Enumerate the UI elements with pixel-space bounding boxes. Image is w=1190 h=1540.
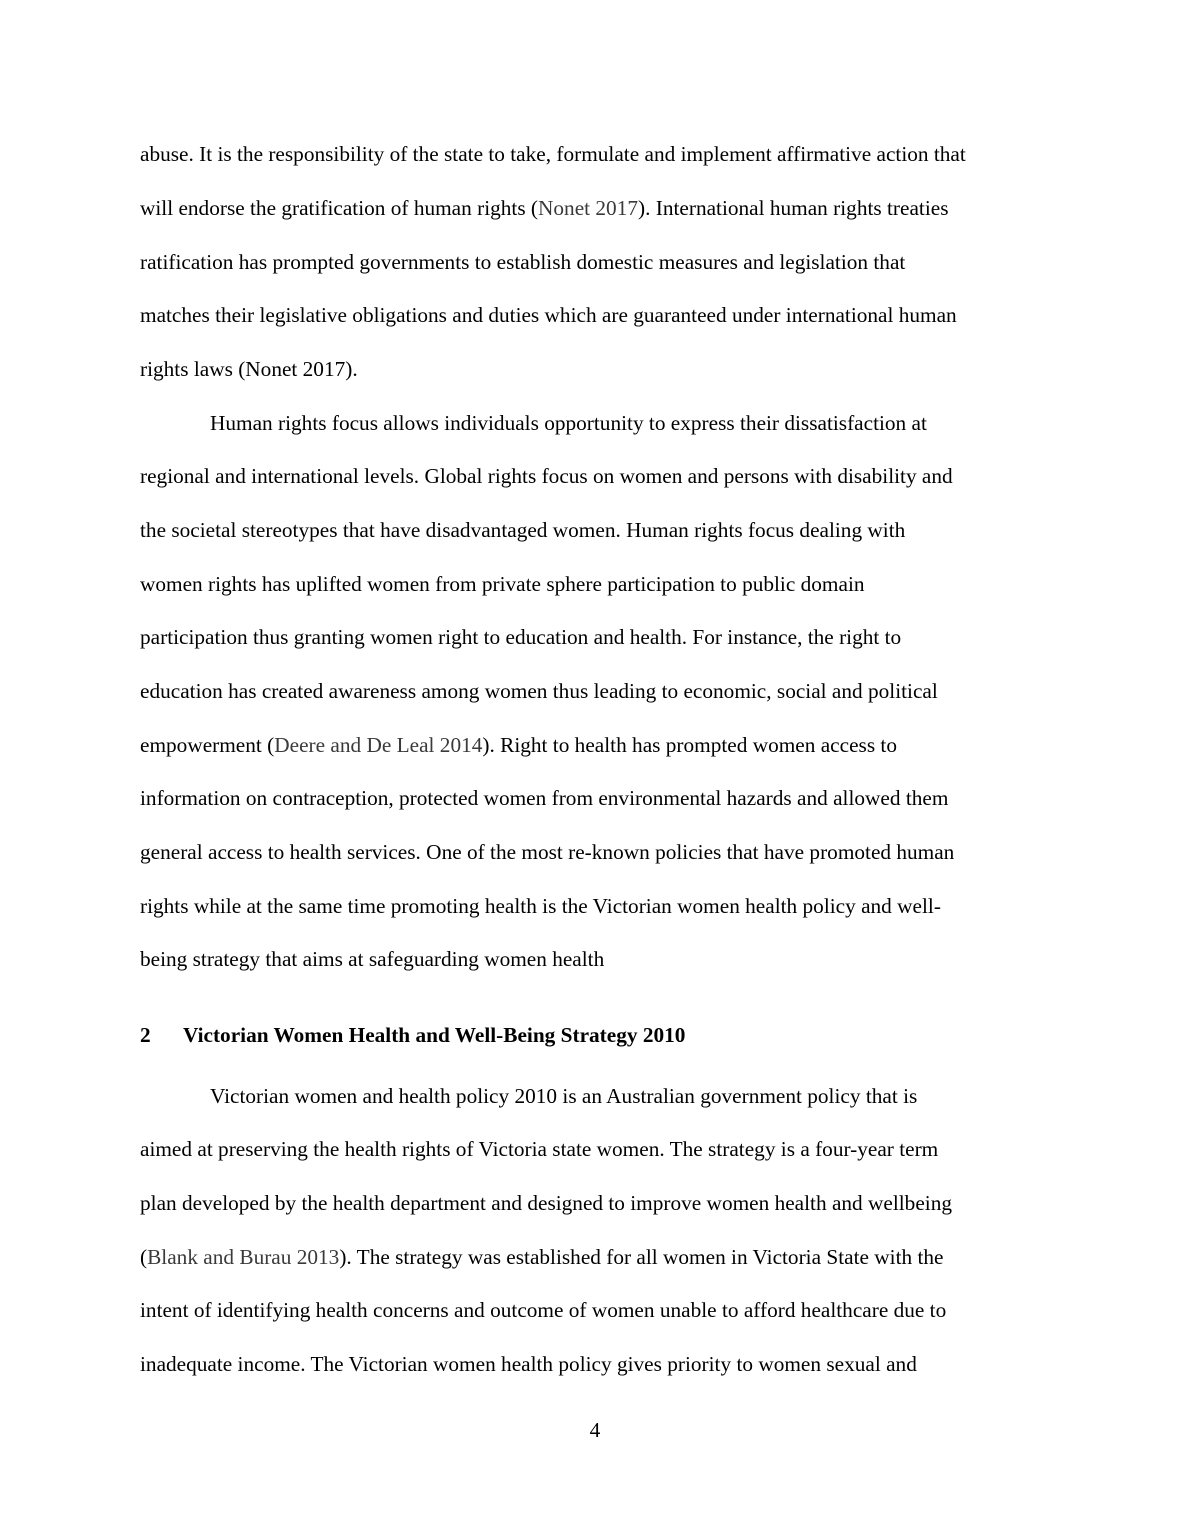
- text-run: will endorse the gratification of human rights (: [140, 196, 539, 220]
- text-run: ). International human rights treaties: [638, 196, 949, 220]
- body-text-line: matches their legislative obligations and duties which are guaranteed under international human: [140, 303, 957, 327]
- section-heading: [140, 1022, 685, 1048]
- body-text-line: [140, 195, 948, 221]
- body-text-line: rights while at the same time promoting health is the Victorian women health policy and well-: [140, 894, 941, 918]
- body-text-line: participation thus granting women right to education and health. For instance, the right to: [140, 625, 902, 649]
- body-text-line: ratification has prompted governments to establish domestic measures and legislation that: [140, 250, 906, 274]
- body-text-line: plan developed by the health department and designed to improve women health and wellbeing: [140, 1191, 952, 1215]
- body-text-line: education has created awareness among women thus leading to economic, social and political: [140, 679, 938, 703]
- text-run: empowerment (: [140, 733, 275, 757]
- body-text-line: intent of identifying health concerns and outcome of women unable to afford healthcare due to: [140, 1298, 947, 1322]
- body-text-line: the societal stereotypes that have disadvantaged women. Human rights focus dealing with: [140, 518, 906, 542]
- body-text-line: aimed at preserving the health rights of Victoria state women. The strategy is a four-year term: [140, 1137, 939, 1161]
- citation-deere-de-leal-2014: Deere and De Leal 2014: [274, 733, 483, 757]
- body-text-line: general access to health services. One of the most re-known policies that have promoted human: [140, 840, 955, 864]
- body-text-line: Human rights focus allows individuals opportunity to express their dissatisfaction at: [210, 411, 927, 435]
- section-number: 2: [140, 1023, 151, 1047]
- body-text-line: [140, 1244, 943, 1270]
- citation-blank-burau-2013: Blank and Burau 2013: [147, 1245, 340, 1269]
- body-text-line: Victorian women and health policy 2010 is an Australian government policy that is: [210, 1084, 918, 1108]
- body-text-line: [140, 732, 897, 758]
- body-text-line: inadequate income. The Victorian women health policy gives priority to women sexual and: [140, 1352, 917, 1376]
- body-text-line: information on contraception, protected women from environmental hazards and allowed them: [140, 786, 949, 810]
- body-text-line: abuse. It is the responsibility of the state to take, formulate and implement affirmative action that: [140, 142, 966, 166]
- body-text-line: women rights has uplifted women from private sphere participation to public domain: [140, 572, 865, 596]
- page-number: 4: [589, 1418, 601, 1442]
- text-run: (: [140, 1245, 148, 1269]
- section-title: Victorian Women Health and Well-Being Strategy 2010: [183, 1023, 686, 1047]
- body-text-line: rights laws (Nonet 2017).: [140, 357, 358, 381]
- text-run: ). The strategy was established for all women in Victoria State with the: [339, 1245, 944, 1269]
- body-text-line: being strategy that aims at safeguarding women health: [140, 947, 605, 971]
- text-run: ). Right to health has prompted women access to: [482, 733, 897, 757]
- body-text-line: regional and international levels. Global rights focus on women and persons with disability and: [140, 464, 953, 488]
- citation-nonet-2017: Nonet 2017: [538, 196, 638, 220]
